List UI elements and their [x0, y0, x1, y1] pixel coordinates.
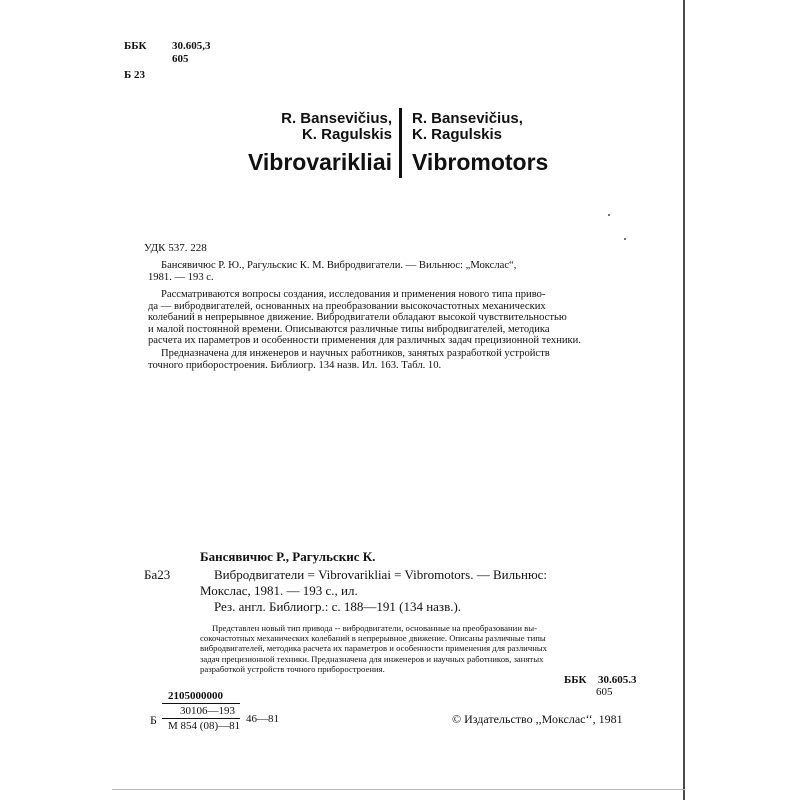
right-author-2: K. Ragulskis — [412, 126, 503, 143]
citation-line: Бансявичюс Р. Ю., Рагульскис К. М. Вибродвигатели. — Вильнюс: „Мокслас“, — [161, 260, 517, 271]
card-bbk-label: ББК — [564, 674, 587, 686]
imprint-number-3: М 854 (08)—81 — [168, 720, 241, 732]
abstract-line: Рассматриваются вопросы создания, исследования и применения нового типа приво- — [161, 289, 546, 300]
card-desc-line: Представлен новый тип привода -- вибродвигатели, основанные на преобразовании вы- — [212, 623, 537, 633]
card-desc-line: вибродвигателей, методика расчета их параметров и особенности применения для различных — [200, 643, 548, 654]
bbk-sub-top: 605 — [172, 53, 189, 65]
imprint-number-4: 46—81 — [246, 713, 279, 725]
page-edge-right — [683, 0, 685, 800]
card-bbk-code: 30.605.3 — [598, 674, 637, 686]
citation — [148, 260, 650, 283]
card-authors: Бансявичюс Р., Рагульскис К. — [200, 549, 376, 564]
print-speck — [624, 238, 626, 240]
imprint-number-1: 2105000000 — [168, 690, 223, 702]
fraction-rule — [162, 718, 240, 719]
left-author-1: R. Bansevičius, — [281, 110, 392, 127]
imprint-number-2: 30106—193 — [180, 705, 235, 717]
index-code-top: Б 23 — [124, 69, 146, 81]
audience-paragraph — [148, 348, 650, 371]
audience-line: точного приборостроения. Библиогр. 134 назв. Ил. 163. Табл. 10. — [148, 359, 442, 371]
right-author-1: R. Bansevičius, — [412, 110, 523, 127]
card-desc-line: сокочастотных механических колебаний в непрерывное движение. Описаны различные типы — [200, 633, 546, 644]
bbk-label-top: ББК — [124, 40, 147, 52]
card-notes-line: Рез. англ. Библиогр.: с. 188—191 (134 назв.). — [214, 599, 462, 614]
fraction-rule — [162, 703, 240, 704]
citation-line: 1981. — 193 с. — [148, 271, 214, 283]
right-title: Vibromotors — [412, 149, 549, 175]
udk-code: УДК 537. 228 — [144, 242, 207, 254]
book-page — [112, 0, 688, 800]
title-divider — [399, 108, 402, 178]
card-description — [200, 623, 644, 674]
card-publisher-line: Мокслас, 1981. — 193 с., ил. — [200, 583, 358, 598]
left-title: Vibrovarikliai — [247, 149, 392, 175]
card-shelf-mark: Ба23 — [144, 567, 171, 582]
imprint-letter: Б — [150, 713, 157, 727]
abstract-line: расчета их параметров и особенности применения для различных задач прецизионной техники. — [148, 335, 582, 346]
copyright-line: © Издательство ,,Мокслас‘‘, 1981 — [452, 712, 623, 726]
card-bbk-sub: 605 — [596, 686, 613, 698]
abstract-paragraph — [148, 289, 650, 347]
abstract-line: и малой постоянной времени. Описываются различные типы вибродвигателей, методика — [148, 323, 550, 335]
left-author-2: K. Ragulskis — [301, 126, 392, 143]
card-desc-line: задач прецизионной техники. Предназначена для инженеров и научных работников, занятых — [200, 653, 544, 664]
card-title-line: Вибродвигатели = Vibrovarikliai = Vibromotors. — Вильнюс: — [214, 567, 548, 582]
abstract-line: да — вибродвигателей, основанных на преобразовании высокочастотных механических — [148, 300, 546, 312]
print-speck — [608, 214, 610, 216]
audience-line: Предназначена для инженеров и научных работников, занятых разработкой устройств — [161, 348, 550, 359]
card-desc-line: разработкой устройств точного приборостроения. — [200, 663, 385, 674]
bbk-code-top: 30.605,3 — [172, 40, 211, 52]
abstract-line: колебаний в непрерывное движение. Вибродвигатели обладают высокой чувствительностью — [148, 312, 567, 323]
page-edge-bottom — [112, 789, 685, 790]
